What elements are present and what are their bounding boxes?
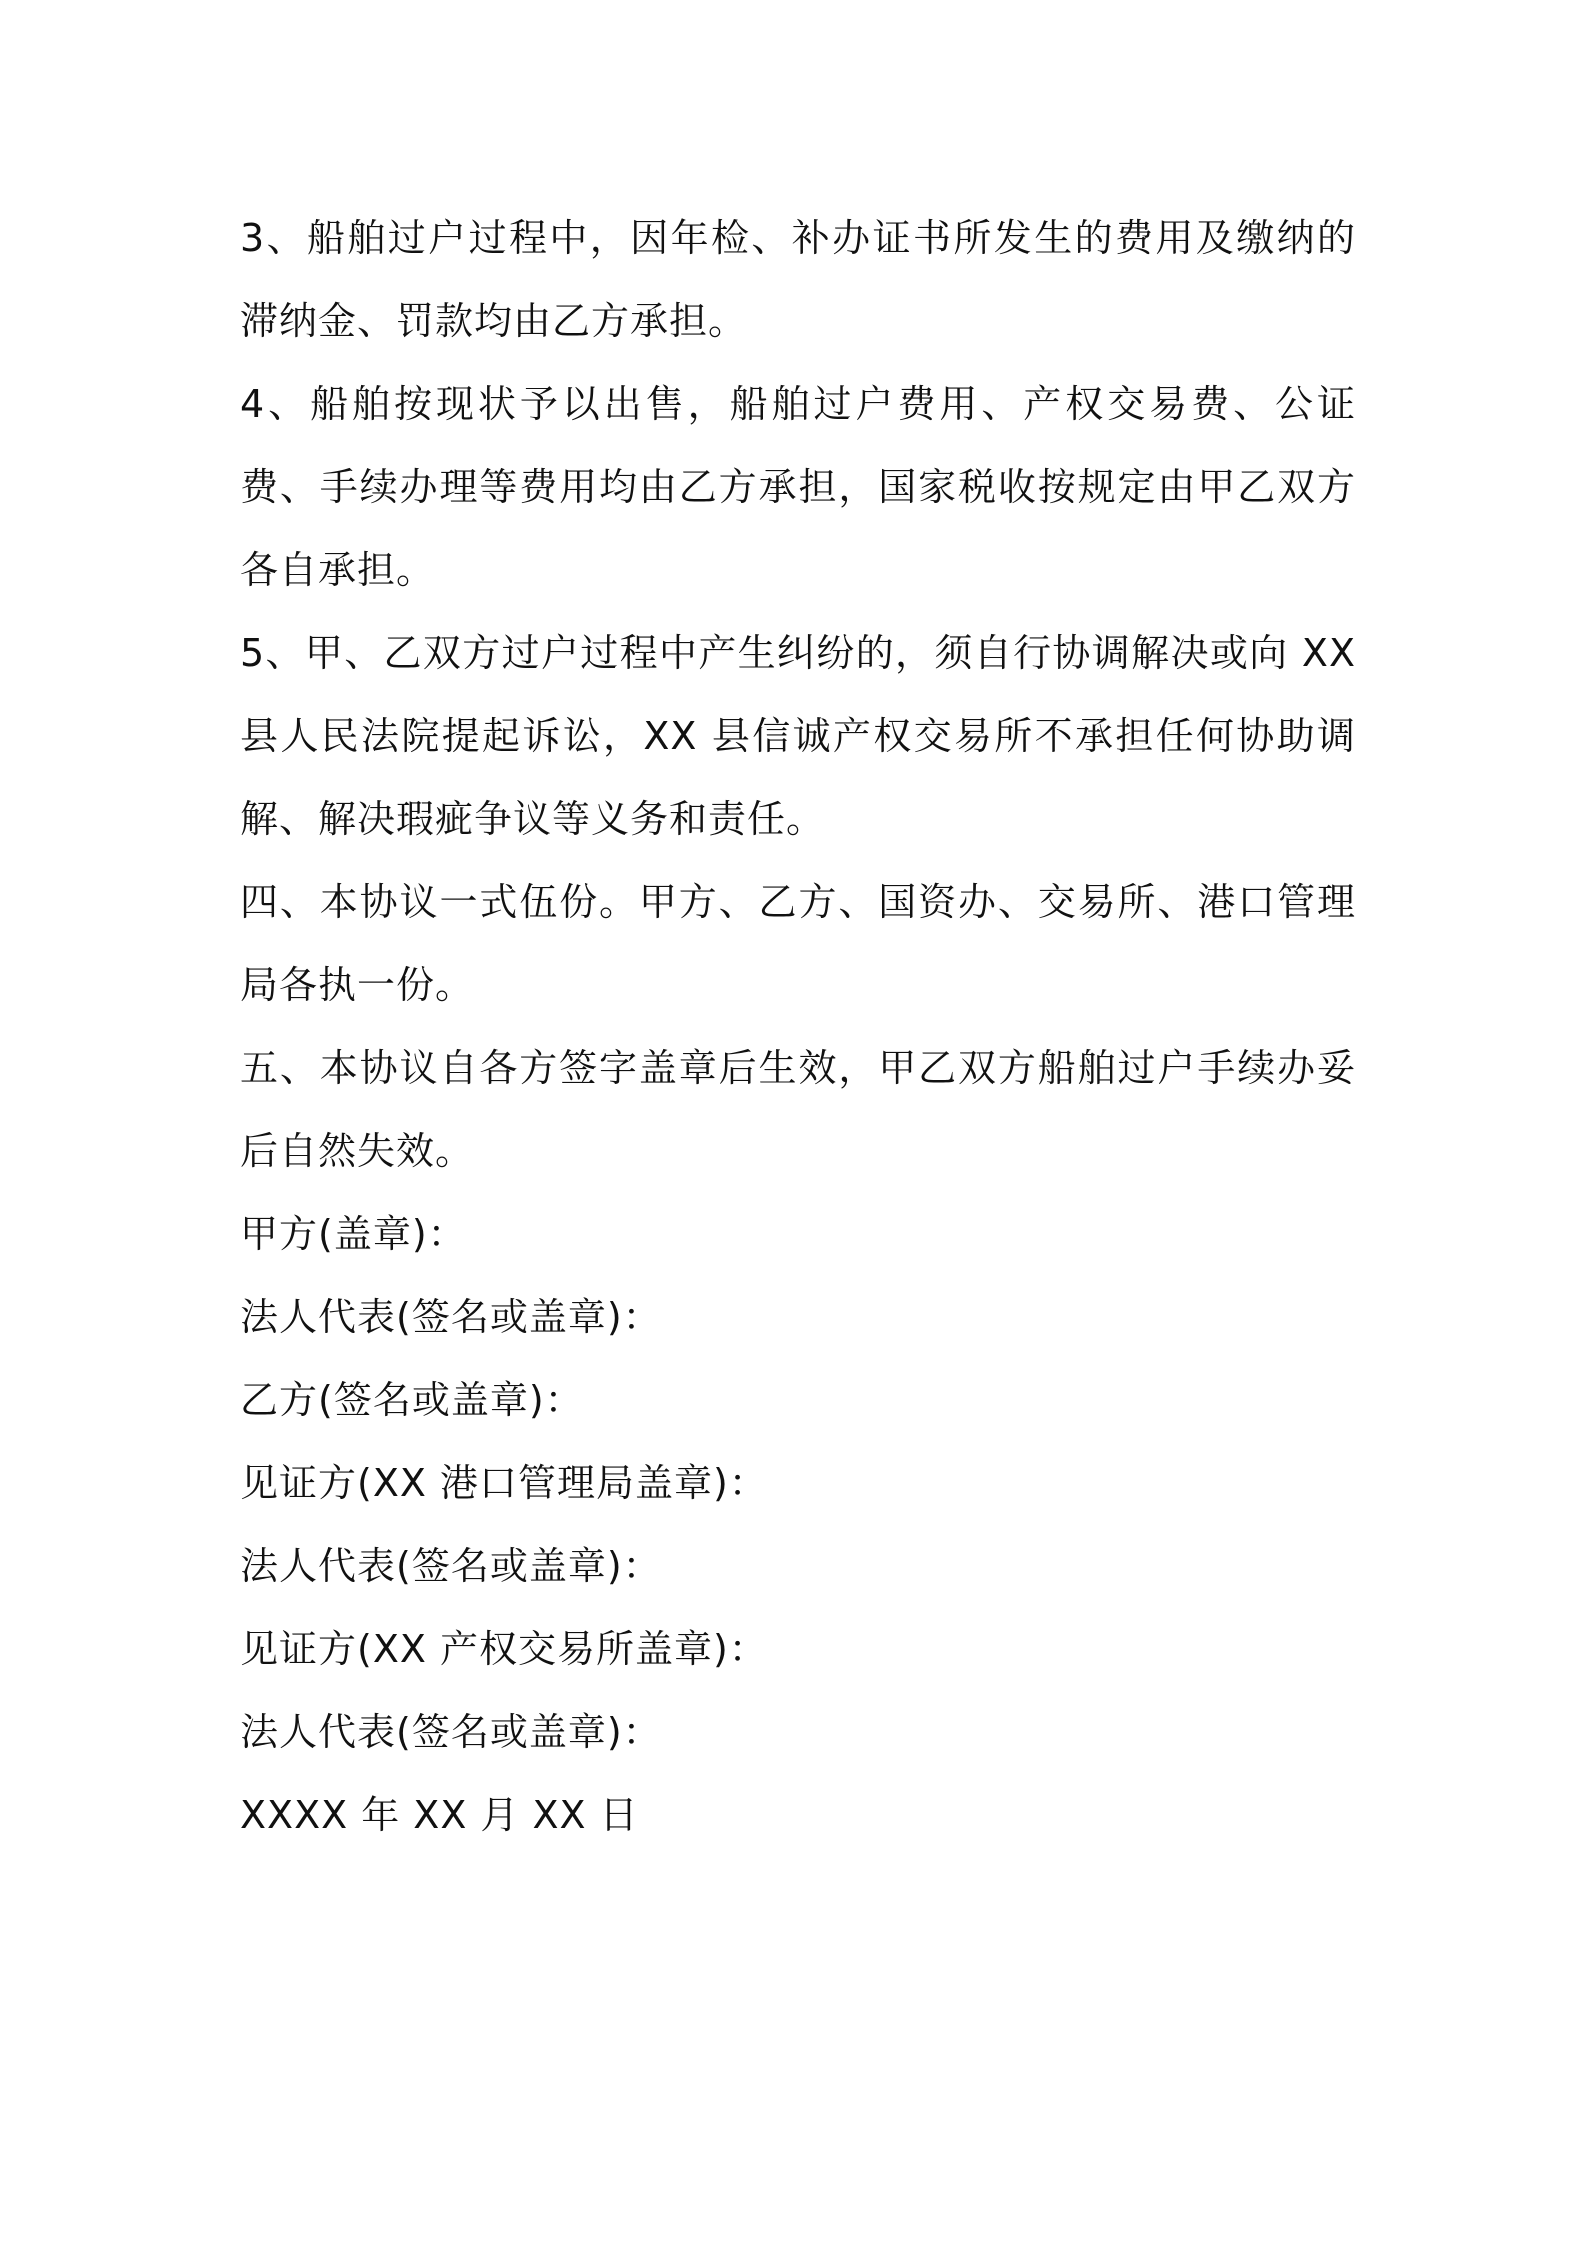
signature-party-b: 乙方(签名或盖章)： <box>240 1378 584 1422</box>
clause-4-sale-status: 4、船舶按现状予以出售，船舶过户费用、产权交易费、公证费、手续办理等费用均由乙方承担，国家税收按规定由甲乙双方各自承担。 <box>240 382 1356 592</box>
signature-witness-exchange: 见证方(XX 产权交易所盖章)： <box>240 1627 768 1671</box>
document-body <box>240 197 1356 1857</box>
signature-legal-rep-a: 法人代表(签名或盖章)： <box>240 1295 662 1339</box>
section-5-effect: 五、本协议自各方签字盖章后生效，甲乙双方船舶过户手续办妥后自然失效。 <box>240 1046 1356 1173</box>
signature-party-a: 甲方(盖章)： <box>240 1212 467 1256</box>
signature-legal-rep-exchange: 法人代表(签名或盖章)： <box>240 1710 662 1754</box>
signature-witness-port: 见证方(XX 港口管理局盖章)： <box>240 1461 768 1505</box>
section-4-copies: 四、本协议一式伍份。甲方、乙方、国资办、交易所、港口管理局各执一份。 <box>240 880 1356 1007</box>
signing-date: XXXX 年 XX 月 XX 日 <box>240 1793 639 1837</box>
signature-legal-rep-port: 法人代表(签名或盖章)： <box>240 1544 662 1588</box>
clause-3-fees: 3、船舶过户过程中，因年检、补办证书所发生的费用及缴纳的滞纳金、罚款均由乙方承担。 <box>240 216 1356 343</box>
clause-5-disputes: 5、甲、乙双方过户过程中产生纠纷的，须自行协调解决或向 XX 县人民法院提起诉讼，XX 县信诚产权交易所不承担任何协助调解、解决瑕疵争议等义务和责任。 <box>240 631 1356 841</box>
